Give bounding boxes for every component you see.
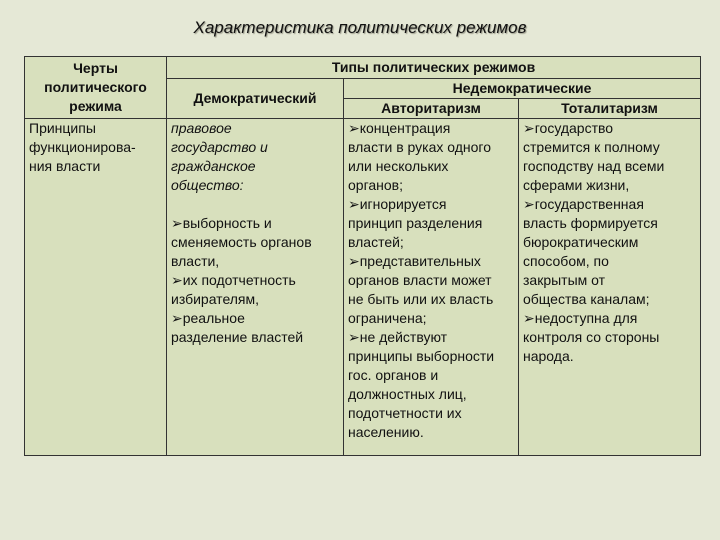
- cell-text-line: бюрократическим: [523, 234, 639, 250]
- cell-totalitarian: [519, 119, 701, 456]
- cell-text-line: сферами жизни,: [523, 177, 630, 193]
- cell-text-line: ➢игнорируется: [348, 196, 447, 212]
- cell-text-line: ➢выборность и: [171, 215, 272, 231]
- cell-text-line: ния власти: [29, 158, 101, 174]
- cell-text-line: сменяемость органов: [171, 234, 312, 250]
- cell-text-line: органов;: [348, 177, 404, 193]
- cell-text-line: власть формируется: [523, 215, 658, 231]
- cell-text-line: подотчетности их: [348, 405, 462, 421]
- cell-text-line: не быть или их власть: [348, 291, 494, 307]
- cell-text-line: ➢представительных: [348, 253, 481, 269]
- cell-text-line: господству над всеми: [523, 158, 665, 174]
- cell-text-line: ➢реальное: [171, 310, 245, 326]
- cell-text-line: или нескольких: [348, 158, 449, 174]
- cell-text-line: народа.: [523, 348, 574, 364]
- cell-text-line: способом, по: [523, 253, 609, 269]
- cell-text-line: ➢не действуют: [348, 329, 448, 345]
- cell-text-line: ➢недоступна для: [523, 310, 638, 326]
- header-authoritarian: Авторитаризм: [344, 99, 519, 119]
- cell-text-line: власти,: [171, 253, 220, 269]
- cell-feature: [25, 119, 167, 456]
- cell-text-line: закрытым от: [523, 272, 606, 288]
- cell-text-line: общества каналам;: [523, 291, 650, 307]
- regimes-table: [24, 56, 701, 456]
- header-nondemocratic: Недемократические: [344, 79, 701, 99]
- cell-democratic: [167, 119, 344, 456]
- cell-text-line: властей;: [348, 234, 404, 250]
- cell-text-line: правовое: [171, 120, 232, 136]
- cell-text-line: ➢государство: [523, 120, 614, 136]
- cell-text-line: органов власти может: [348, 272, 492, 288]
- header-features: Черты политического режима: [25, 57, 167, 119]
- cell-text-line: стремится к полному: [523, 139, 660, 155]
- cell-text-line: гос. органов и: [348, 367, 439, 383]
- cell-text-line: ➢их подотчетность: [171, 272, 296, 288]
- cell-text-line: ограничена;: [348, 310, 427, 326]
- cell-text-line: разделение властей: [171, 329, 304, 345]
- cell-text-line: [171, 195, 339, 214]
- cell-text-line: власти в руках одного: [348, 139, 492, 155]
- cell-text-line: Принципы: [29, 120, 96, 136]
- cell-text-line: общество:: [171, 177, 244, 193]
- cell-authoritarian: [344, 119, 519, 456]
- cell-text-line: государство и: [171, 139, 268, 155]
- cell-text-line: функционирова-: [29, 139, 136, 155]
- cell-text-line: избирателям,: [171, 291, 260, 307]
- page-title: Характеристика политических режимов: [193, 18, 527, 37]
- header-totalitarian: Тоталитаризм: [519, 99, 701, 119]
- cell-text-line: гражданское: [171, 158, 256, 174]
- cell-text-line: должностных лиц,: [348, 386, 467, 402]
- cell-text-line: населению.: [348, 424, 424, 440]
- cell-text-line: принцип разделения: [348, 215, 483, 231]
- header-types: Типы политических режимов: [167, 57, 701, 79]
- cell-text-line: ➢государственная: [523, 196, 644, 212]
- cell-text-line: контроля со стороны: [523, 329, 660, 345]
- cell-text-line: принципы выборности: [348, 348, 495, 364]
- cell-text-line: ➢концентрация: [348, 120, 451, 136]
- header-democratic: Демократический: [167, 79, 344, 119]
